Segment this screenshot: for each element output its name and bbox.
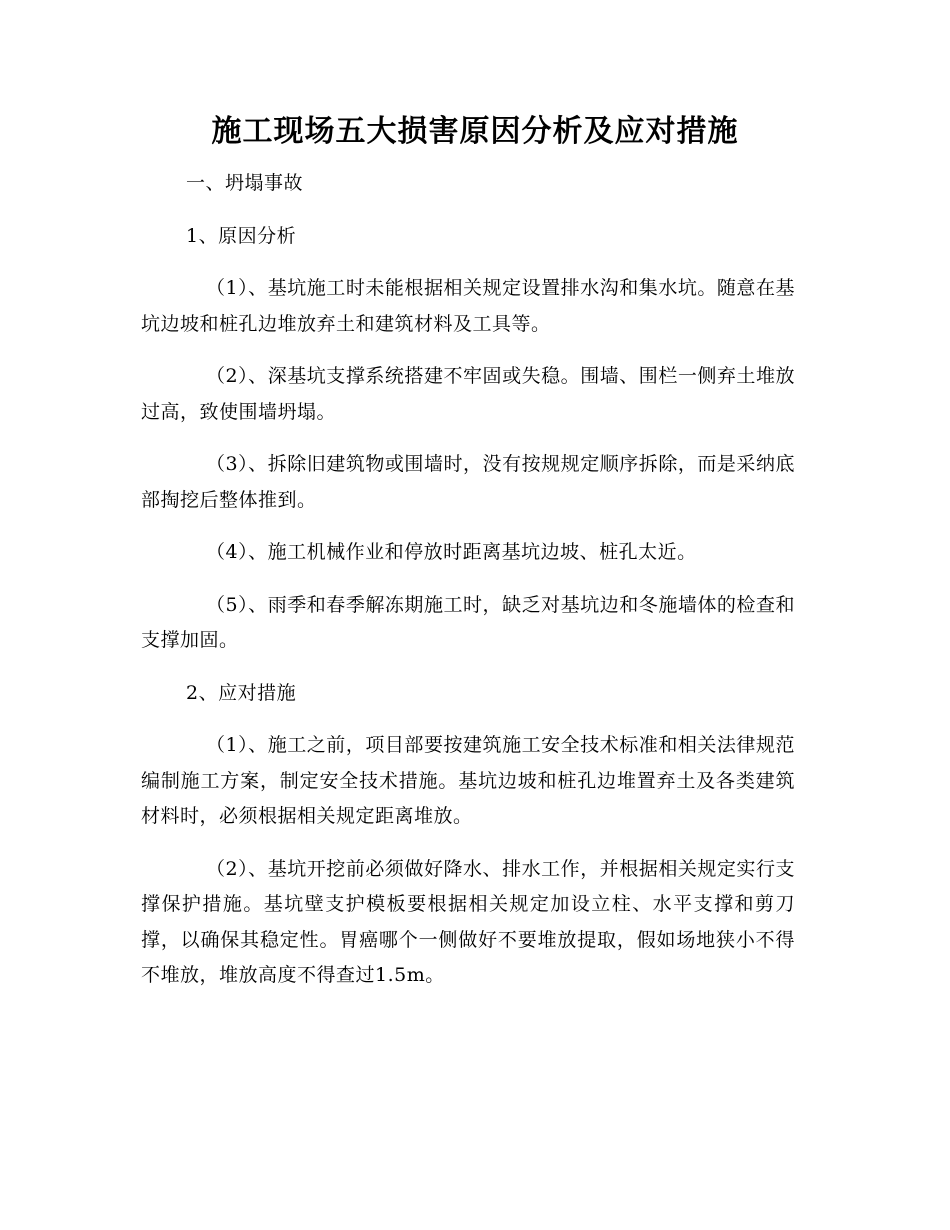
subsection-heading-causes: 1、原因分析	[186, 224, 297, 247]
section-heading-collapse: 一、坍塌事故	[186, 172, 304, 194]
document-body	[141, 166, 795, 1011]
cause-item-3: （3）、拆除旧建筑物或围墙时，没有按规规定顺序拆除，而是采纳底部掏挖后整体推到。	[141, 453, 795, 511]
cause-item-5: （5）、雨季和春季解冻期施工时，缺乏对基坑边和冬施墙体的检查和支撑加固。	[141, 593, 795, 651]
subsection-heading-measures: 2、应对措施	[186, 681, 297, 704]
cause-item-1: （1）、基坑施工时未能根据相关规定设置排水沟和集水坑。随意在基坑边坡和桩孔边堆放弃土和建筑材料及工具等。	[141, 277, 795, 335]
measure-item-1: （1）、施工之前，项目部要按建筑施工安全技术标准和相关法律规范编制施工方案，制定安全技术措施。基坑边坡和桩孔边堆置弃土及各类建筑材料时，必须根据相关规定距离堆放。	[141, 734, 795, 827]
document-title: 施工现场五大损害原因分析及应对措施	[211, 114, 739, 149]
measure-item-2: （2）、基坑开挖前必须做好降水、排水工作，并根据相关规定实行支撑保护措施。基坑壁支护模板要根据相关规定加设立柱、水平支撑和剪刀撑，以确保其稳定性。胃癌哪个一侧做好不要堆放提取，假如场地狭小不得不堆放，堆放高度不得查过1.5m。	[141, 857, 795, 986]
cause-item-4: （4）、施工机械作业和停放时距离基坑边坡、桩孔太近。	[206, 541, 697, 563]
cause-item-2: （2）、深基坑支撑系统搭建不牢固或失稳。围墙、围栏一侧弃土堆放过高，致使围墙坍塌。	[141, 365, 795, 423]
